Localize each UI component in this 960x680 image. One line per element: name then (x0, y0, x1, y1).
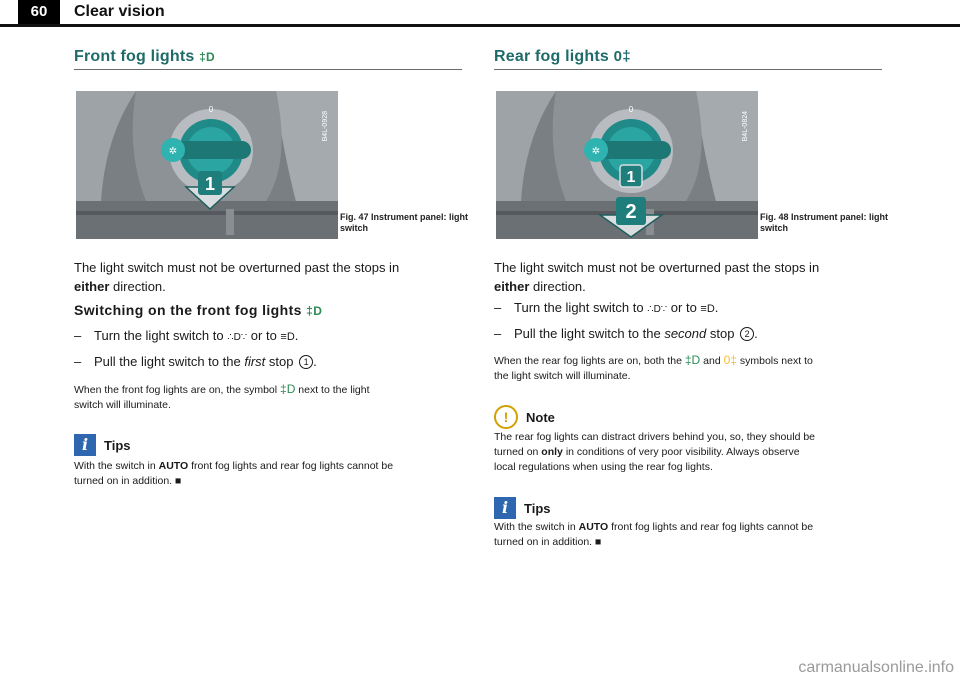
tips-header: i Tips (74, 434, 131, 456)
header-rule (0, 24, 960, 27)
dial-zero-label: 0 (208, 105, 214, 114)
rear-fog-icon: 0‡ (613, 48, 631, 65)
figure-code: B4L-0928 (322, 111, 329, 142)
step-turn-switch: – Turn the light switch to ∴D∵ or to ≡D. (494, 300, 719, 315)
warning-icon: ! (494, 405, 518, 429)
svg-text:✲: ✲ (168, 146, 178, 157)
step-pull-switch: – Pull the light switch to the first stop 1 . (74, 354, 317, 369)
subheading-switching-on: Switching on the front fog lights ‡D (74, 302, 323, 318)
figure-code: B4L-0824 (742, 111, 749, 142)
callout-1: 1 (204, 174, 216, 194)
info-icon: i (74, 434, 96, 456)
paragraph-overturn: The light switch must not be overturned past the stops in either direction. (74, 260, 400, 294)
step-turn-switch: – Turn the light switch to ∴D∵ or to ≡D. (74, 328, 299, 343)
note-header: ! Note (494, 405, 555, 429)
front-fog-icon: ‡D (280, 382, 296, 396)
section-title-front-fog: Front fog lights ‡D (74, 48, 215, 65)
callout-1: 1 (626, 169, 636, 186)
rear-fog-icon: 0‡ (723, 353, 737, 367)
page-header (0, 0, 960, 30)
chapter-title: Clear vision (74, 3, 165, 20)
front-fog-icon: ‡D (199, 50, 215, 64)
front-fog-icon: ‡D (306, 304, 323, 318)
page-number: 60 (18, 0, 60, 24)
paragraph-symbols-illuminate: When the rear fog lights are on, both the ‡D and 0‡ symbols next to the light switch will illuminate. (494, 353, 813, 382)
figure-light-switch-rear (496, 91, 758, 239)
tips-text: With the switch in AUTO front fog lights and rear fog lights cannot be turned on in addition. ■ (74, 460, 394, 487)
stop-number-badge: 1 (299, 355, 313, 369)
front-fog-icon: ‡D (684, 353, 701, 367)
section-rule (494, 69, 882, 70)
parking-light-icon: ∴D∵ (227, 332, 248, 343)
figure-light-switch-front (76, 91, 338, 239)
watermark: carmanualsonline.info (798, 659, 954, 676)
step-pull-switch: – Pull the light switch to the second stop 2 . (494, 326, 758, 341)
section-rule (74, 69, 462, 70)
paragraph-symbol-illuminate: When the front fog lights are on, the symbol ‡D next to the light switch will illuminate. (74, 382, 370, 411)
svg-text:✲: ✲ (591, 146, 601, 157)
headlight-icon: ≡D (700, 303, 715, 315)
parking-light-icon: ∴D∵ (647, 304, 668, 315)
dial-zero-label: 0 (628, 105, 634, 114)
callout-2: 2 (625, 201, 637, 223)
info-icon: i (494, 497, 516, 519)
section-title-rear-fog: Rear fog lights 0‡ (494, 48, 631, 65)
paragraph-overturn: The light switch must not be overturned past the stops in either direction. (494, 260, 820, 294)
note-text: The rear fog lights can distract drivers behind you, so, they should be turned on only in conditions of very poor visibility. Always observe local regulations when using the rear fog lights. (494, 431, 816, 473)
figure-caption: Fig. 48 Instrument panel: light switch (760, 212, 889, 233)
tips-header: i Tips (494, 497, 551, 519)
figure-caption: Fig. 47 Instrument panel: light switch (340, 212, 469, 233)
stop-number-badge: 2 (740, 327, 754, 341)
headlight-icon: ≡D (280, 331, 295, 343)
tips-text: With the switch in AUTO front fog lights and rear fog lights cannot be turned on in addition. ■ (494, 521, 814, 548)
